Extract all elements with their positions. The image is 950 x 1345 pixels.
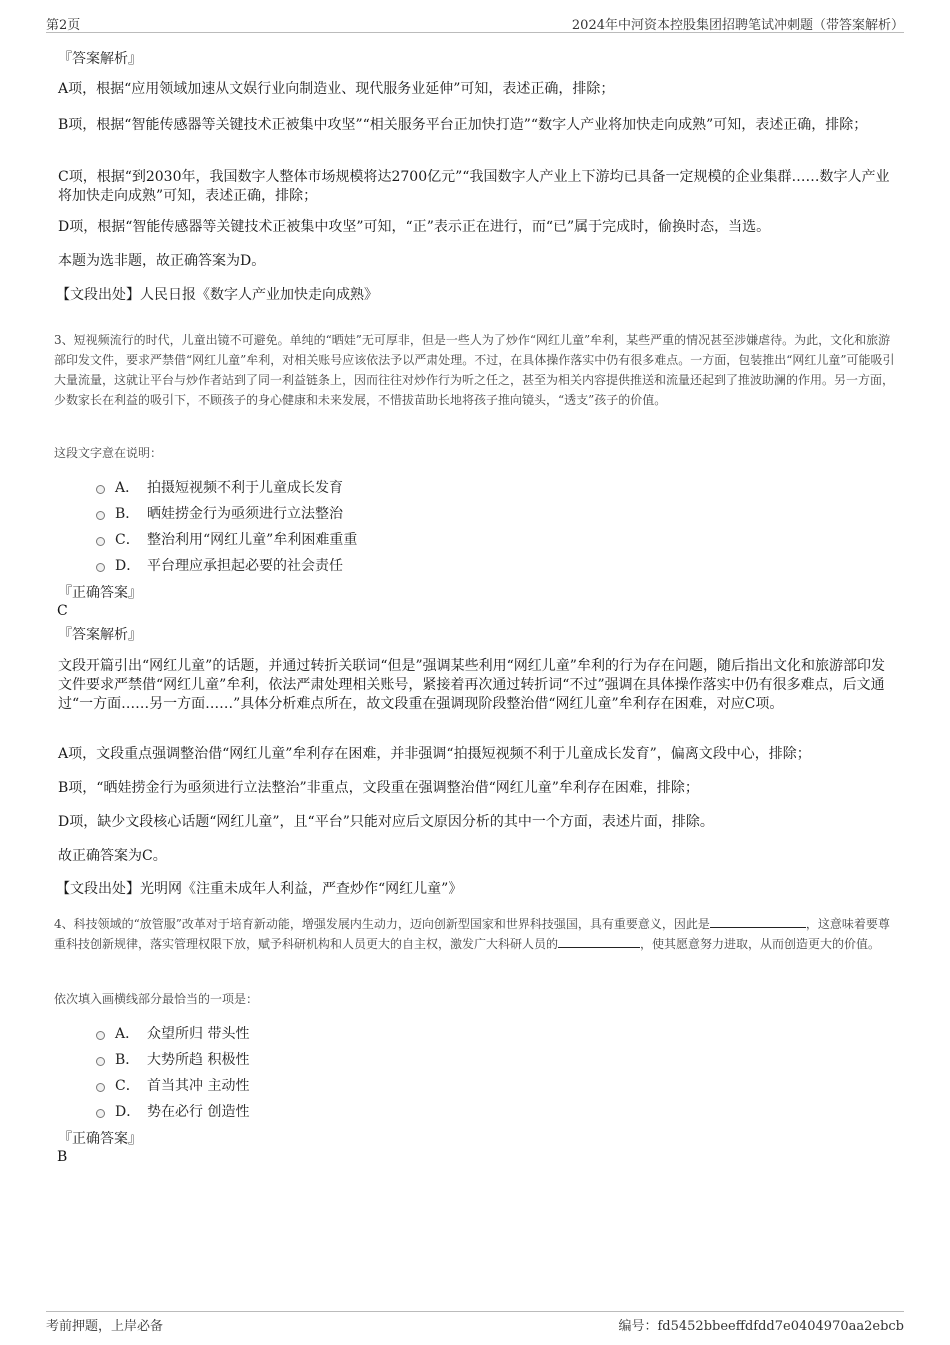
question-3-prompt: 这段文字意在说明：	[54, 446, 163, 460]
option-text: 大势所趋 积极性	[147, 1052, 250, 1068]
document-id: 编号：fd5452bbeeffdfdd7e0404970aa2ebcb	[618, 1319, 904, 1334]
option-text: 整治利用“网红儿童”牟利困难重重	[147, 532, 358, 548]
stem-part-3: ，使其愿意努力进取，从而创造更大的价值。	[640, 937, 881, 951]
correct-answer-label: 『正确答案』	[58, 585, 142, 601]
option-letter: B．	[115, 1052, 140, 1068]
option-text: 拍摄短视频不利于儿童成长发育	[147, 480, 343, 496]
analysis-conclusion: 故正确答案为C。	[58, 848, 167, 864]
question-4-option-d[interactable]	[96, 1101, 249, 1121]
radio-button[interactable]	[96, 537, 105, 546]
question-3-option-c[interactable]	[96, 529, 357, 549]
option-letter: A．	[115, 480, 140, 496]
page-number: 第2页	[46, 18, 81, 33]
page-header	[46, 12, 904, 33]
correct-answer-value: B	[57, 1149, 68, 1165]
answer-blank-2	[558, 935, 640, 948]
radio-button[interactable]	[96, 1057, 105, 1066]
analysis-option-c: C项，根据“到2030年，我国数字人整体市场规模将达2700亿元”“我国数字人产业上下游均已具备一定规模的企业集群……数字人产业将加快走向成熟”可知，表述正确，排除；	[58, 169, 890, 204]
question-3-option-d[interactable]	[96, 555, 343, 575]
option-text: 晒娃捞金行为亟须进行立法整治	[147, 506, 343, 522]
footer-slogan: 考前押题，上岸必备	[46, 1319, 164, 1334]
radio-button[interactable]	[96, 511, 105, 520]
analysis-label: 『答案解析』	[58, 51, 142, 67]
answer-blank-1	[710, 915, 806, 928]
option-letter: D．	[115, 558, 141, 574]
radio-button[interactable]	[96, 1083, 105, 1092]
question-4-option-c[interactable]	[96, 1075, 249, 1095]
option-text: 首当其冲 主动性	[147, 1078, 250, 1094]
analysis-option-a: A项，根据“应用领域加速从文娱行业向制造业、现代服务业延伸”可知，表述正确，排除；	[58, 81, 615, 97]
question-4-stem	[54, 914, 896, 954]
analysis-option-d: D项，根据“智能传感器等关键技术正被集中攻坚”可知，“正”表示正在进行，而“已”属于完成时，偷换时态，当选。	[58, 219, 771, 235]
option-letter: D．	[115, 1104, 141, 1120]
question-3-stem: 3、短视频流行的时代，儿童出镜不可避免。单纯的“晒娃”无可厚非，但是一些人为了炒作“网红儿童”牟利，某些严重的情况甚至涉嫌虐待。为此，文化和旅游部印发文件，要求严禁借“网红儿童”牟利，对相关账号应该依法予以严肃处理。不过，在具体操作落实中仍有很多难点。一方面，包装推出“网红儿童”可能吸引大量流量，这就让平台与炒作者站到了同一利益链条上，因而往往对炒作行为听之任之，甚至为相关内容提供推送和流量还起到了推波助澜的作用。另一方面，少数家长在利益的吸引下，不顾孩子的身心健康和未来发展，不惜拔苗助长地将孩子推向镜头，“透支”孩子的价值。	[54, 333, 895, 407]
analysis-label: 『答案解析』	[58, 627, 142, 643]
question-3-option-a[interactable]	[96, 477, 343, 497]
analysis-option-a: A项，文段重点强调整治借“网红儿童”牟利存在困难，并非强调“拍摄短视频不利于儿童成长发育”，偏离文段中心，排除；	[58, 746, 811, 762]
stem-part-1: 4、科技领域的“放管服”改革对于培育新动能，增强发展内生动力，迈向创新型国家和世界科技强国，具有重要意义，因此是	[54, 917, 710, 931]
option-text: 平台理应承担起必要的社会责任	[147, 558, 343, 574]
correct-answer-value: C	[57, 603, 68, 619]
question-4-option-b[interactable]	[96, 1049, 249, 1069]
option-letter: A．	[115, 1026, 140, 1042]
radio-button[interactable]	[96, 1031, 105, 1040]
radio-button[interactable]	[96, 485, 105, 494]
option-letter: C．	[115, 532, 140, 548]
analysis-option-b: B项，根据“智能传感器等关键技术正被集中攻坚”“相关服务平台正加快打造”“数字人产业将加快走向成熟”可知，表述正确，排除；	[58, 117, 868, 133]
question-4-option-a[interactable]	[96, 1023, 249, 1043]
question-4-prompt: 依次填入画横线部分最恰当的一项是：	[54, 992, 259, 1006]
analysis-option-b: B项，“晒娃捞金行为亟须进行立法整治”非重点，文段重在强调整治借“网红儿童”牟利存在困难，排除；	[58, 780, 699, 796]
radio-button[interactable]	[96, 563, 105, 572]
source-citation: 【文段出处】光明网《注重未成年人利益，严查炒作“网红儿童”》	[56, 881, 463, 897]
correct-answer-label: 『正确答案』	[58, 1131, 142, 1147]
option-letter: C．	[115, 1078, 140, 1094]
stem-part-2: ，这意味着要尊重科技创新规律，落实管理权限下放，赋予科研机构和人员更大的自主权，激发广大科研人员的	[54, 917, 890, 951]
option-text: 势在必行 创造性	[147, 1104, 250, 1120]
analysis-conclusion: 本题为选非题，故正确答案为D。	[58, 253, 266, 269]
source-citation: 【文段出处】人民日报《数字人产业加快走向成熟》	[56, 287, 378, 303]
page-footer	[46, 1311, 904, 1334]
question-3-option-b[interactable]	[96, 503, 343, 523]
analysis-option-d: D项，缺少文段核心话题“网红儿童”，且“平台”只能对应后文原因分析的其中一个方面，表述片面，排除。	[58, 814, 714, 830]
option-letter: B．	[115, 506, 140, 522]
document-title: 2024年中河资本控股集团招聘笔试冲刺题（带答案解析）	[571, 18, 904, 33]
radio-button[interactable]	[96, 1109, 105, 1118]
question-3-analysis: 文段开篇引出“网红儿童”的话题，并通过转折关联词“但是”强调某些利用“网红儿童”牟利的行为存在问题，随后指出文化和旅游部印发文件要求严禁借“网红儿童”牟利，依法严肃处理相关账号，紧接着再次通过转折词“不过”强调在具体操作落实中仍有很多难点，后文通过“一方面……另一方面……”具体分析难点所在，故文段重在强调现阶段整治借“网红儿童”牟利存在困难，对应C项。	[58, 658, 885, 712]
option-text: 众望所归 带头性	[147, 1026, 250, 1042]
